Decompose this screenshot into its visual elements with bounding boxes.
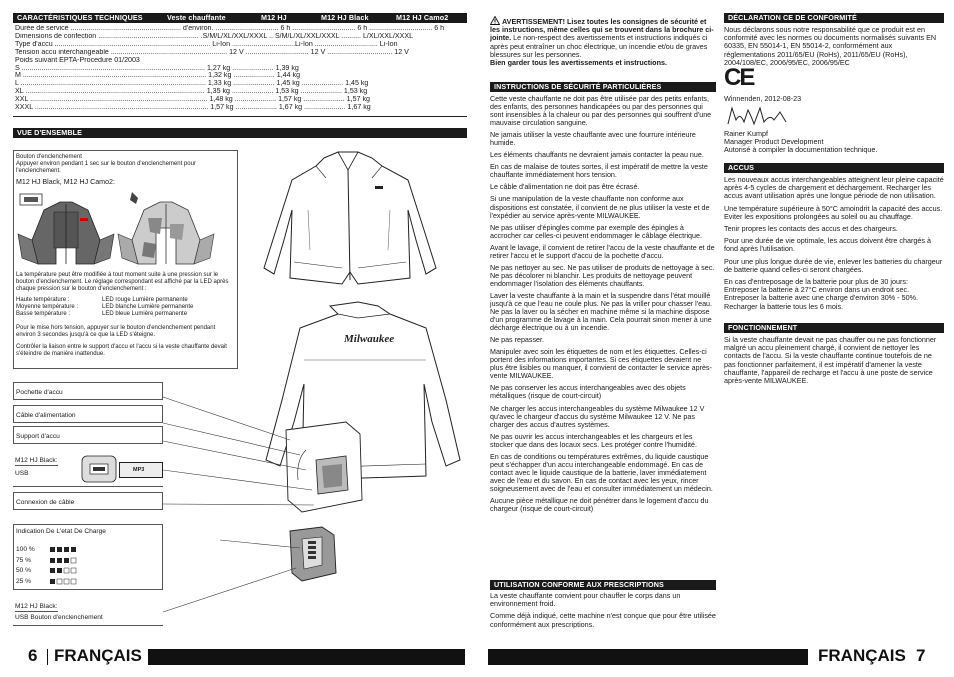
signer-block	[724, 130, 944, 155]
function-text: Si la veste chauffante devait ne pas chauffer ou ne pas fonctionner malgré un accu pleinement chargé, il convient de nettoyer les contacts de l'accu. Si la veste chauffante continue toutefois de ne pas fonctionner parfaitement, il est impératif d'amener la veste chauffante, l'appareil de recharge et l'accu à une poste de service après-vente MILWAUKEE.	[724, 335, 937, 386]
overview-title: VUE D'ENSEMBLE	[17, 128, 83, 137]
ce-place-date: Winnenden, 2012-08-23	[724, 94, 802, 103]
safety-paragraph: Le câble d'alimentation ne doit pas être écrasé.	[490, 183, 640, 192]
signer-role: Manager Product Development	[724, 137, 824, 147]
warning-triangle-icon	[490, 16, 500, 25]
charge-level-25: 25 %	[16, 578, 32, 585]
warning-bold: AVERTISSEMENT! Lisez toutes les consignes de sécurité et les instructions, même celles qui se trouvent dans la brochure ci-jointe.	[490, 17, 714, 43]
accu-paragraph: Les nouveaux accus interchangeables atteignent leur pleine capacité après 4-5 cycles de chargement et déchargement. Recharger les accus avant utilisation après une longue période de non utilisation.	[724, 175, 944, 201]
label-battery-support: Support d'accu	[13, 426, 163, 444]
label-power-cable: Câble d'alimentation	[13, 405, 163, 423]
use-paragraph: Comme déjà indiqué, cette machine n'est conçue que pour être utilisée conformément aux prescriptions.	[490, 611, 716, 629]
safety-header: INSTRUCTIONS DE SÉCURITÉ PARTICULIÈRES	[490, 82, 716, 92]
accu-paragraph: Pour une plus longue durée de vie, enlever les batteries du chargeur de batterie quand celles-ci seront chargées.	[724, 256, 943, 274]
safety-paragraph: Ne pas nettoyer au sec. Ne pas utiliser de produits de nettoyage à sec. Ne pas décolorer ni blanchir. Les produits de nettoyage peuvent endommager l'isolation des éléments chauffants.	[490, 263, 715, 288]
safety-paragraph: Ne jamais utiliser la veste chauffante avec une fourrure intérieure humide.	[490, 131, 696, 148]
temp-level-label: Basse température :	[16, 310, 71, 317]
page-number-left-text: 6	[28, 646, 38, 665]
use-list	[490, 592, 716, 633]
black-model-label: M12 HJ Black:	[15, 603, 58, 610]
safety-paragraph: Laver la veste chauffante à la main et la suspendre dans l'état mouillé jusqu'à ce que l'eau ne coule plus. Ne pas la vriller pour chasser l'eau. Ne pas la laver ou la sécher en machine même si la machine dispose d'un programme de lavage à la main. Cela pourrait sinon mener à une décharge électrique ou à un incendie.	[490, 291, 713, 333]
safety-list	[490, 95, 716, 517]
power-off-text: Pour le mise hors tension, appuyer sur le bouton d'enclenchement pendant environ 3 secondes jusqu'à ce que la LED s'éteigne.	[16, 325, 216, 338]
charge-indicator-box	[13, 524, 163, 590]
safety-paragraph: En cas de malaise de toutes sortes, il est impératif de mettre la veste chauffante immédiatement hors tension.	[490, 163, 708, 180]
accu-paragraph: En cas d'entreposage de la batterie pour plus de 30 jours: Entreposer la batterie à 27°C environ dans un endroit sec. Entreposer la batterie avec une charge d'environ 30% - 50%. Recharger la batterie tous les 6 mois.	[724, 277, 918, 311]
safety-paragraph: Ne pas repasser.	[490, 336, 544, 345]
footer-lang-right: FRANÇAIS	[818, 646, 906, 665]
tech-row: M ............................................................................................. 1,32 kg ..................... 1,44 kg	[15, 72, 301, 80]
ce-header: DÉCLARATION CE DE CONFORMITÉ	[724, 13, 944, 23]
ce-mark-icon: CE	[724, 64, 754, 91]
warning-normal: Le non-respect des avertissements et instructions indiqués ci après peut entraîner un choc électrique, un incendie et/ou de graves blessures sur les personnes.	[490, 33, 708, 59]
tech-row: Type d'accu ............................................................................... Li-Ion ................................Li-Ion ................................ Li-Ion	[15, 40, 398, 48]
temp-level-label: Moyenne température :	[16, 303, 79, 310]
use-header: UTILISATION CONFORME AUX PRESCRIPTIONS	[490, 580, 716, 590]
tech-spec-title: CARACTÉRISTIQUES TECHNIQUES	[17, 13, 143, 22]
charge-level-50: 50 %	[16, 567, 32, 574]
charge-level-100: 100 %	[16, 546, 35, 553]
tech-row: Poids suivant EPTA-Procedure 01/2003	[15, 56, 140, 64]
signature-icon	[724, 104, 794, 128]
tech-col-product: Veste chauffante	[167, 13, 226, 22]
accu-paragraph: Tenir propres les contacts des accus et des chargeurs.	[724, 224, 898, 234]
signer-authorization: Autorisé à compiler la documentation technique.	[724, 145, 878, 155]
mp3-port-icon	[119, 462, 163, 478]
usb-label: USB	[15, 470, 29, 477]
function-header: FONCTIONNEMENT	[724, 323, 944, 333]
safety-paragraph: Ne charger les accus interchangeables du système Milwaukee 12 V qu'avec le chargeur d'accus du système Milwaukee 12 V. Ne pas charger des accus d'autres systèmes.	[490, 404, 705, 429]
usb-model-label: M12 HJ Black:	[15, 457, 58, 464]
tech-row: Durée de service ........................................................ d'environ. ................................ 6 h ................................ 6 h ................................ 6 h	[15, 25, 445, 32]
tech-row: S ............................................................................................. 1,27 kg ..................... 1,39 kg	[15, 64, 299, 72]
power-button-text: Appuyer environ pendant 1 sec sur le bouton d'enclenchement pour l'enclenchement.	[16, 161, 196, 174]
tech-col-camo: M12 HJ Camo2	[396, 13, 449, 22]
power-button-title: Bouton d'enclenchement	[16, 154, 82, 160]
safety-paragraph: Manipuler avec soin les étiquettes de nom et les étiquettes. Celles-ci portent des informations importantes. Si ces étiquettes devaient ne plus être lisibles ou manquer, il convient de contacter le service après-vente MILWAUKEE.	[490, 348, 712, 381]
tech-row: XXXL ........................................................................................ 1,57 kg ..................... 1,67 kg ..................... 1,67 kg	[15, 104, 371, 112]
usb-port-icon	[81, 455, 117, 483]
signer-name: Rainer Kumpf	[724, 129, 768, 138]
temp-level-led: LED blanche Lumière permanente	[102, 303, 194, 310]
ce-text: Nous déclarons sous notre responsabilité que ce produit est en conformité avec les normes ou documents normalisés suivants EN 60335, EN 55014-1, EN 55014-2, conformément aux réglementations 2011/65/EU (RoHs), 2011/65/EU (RoHs), 2004/108/EC, 2006/95/EC, 2006/95/EC	[724, 25, 937, 67]
label-battery-pocket: Pochette d'accu	[13, 382, 163, 400]
accu-header: ACCUS	[724, 163, 944, 173]
charge-bars-icon	[48, 545, 78, 589]
safety-paragraph: Avant le lavage, il convient de retirer l'accu de la veste chauffante et de retirer l'accu et le support d'accu de la pochette d'accu.	[490, 243, 715, 260]
charge-indicator-title: Indication De L'etat De Charge	[16, 528, 106, 535]
temperature-info-text: La température peut être modifiée à tout moment suite à une pression sur le bouton d'enclenchement. Le réglage correspondant est affiché par la LED après chaque pression sur le bouton d'enclenchement :	[16, 272, 229, 292]
safety-paragraph: Si une manipulation de la veste chauffante non conforme aux dispositions est constatée, il convient de ne plus utiliser la veste et de l'expédier au service après-vente MILWAUKEE.	[490, 195, 710, 220]
battery-control-text: Contrôler la liaison entre le support d'accu et l'accu si la veste chauffante devait s'éteindre de manière inattendue.	[16, 344, 227, 357]
safety-paragraph: En cas de conditions ou températures extrêmes, du liquide caustique peut s'échapper d'un accu interchangeable endommagé. En cas de contact avec le liquide caustique de la batterie, laver immédiatement avec de l'eau et du savon. En cas de contact avec les yeux, rincer soigneusement avec de l'eau et consulter immédiatement un médecin.	[490, 452, 713, 493]
temp-level-led: LED bleue Lumière permanente	[102, 310, 188, 317]
page-number-right: 7	[916, 646, 926, 665]
tech-row: Dimensions de confection ................................................... .S/M/L/XL/XXL/XXXL .. S/M/L/XL/XXL/XXXL .......... L/XL/XXL/XXXL	[15, 32, 414, 40]
tech-row: XXL .......................................................................................... 1,48 kg ..................... 1,57 kg ..................... 1,57 kg	[15, 96, 370, 104]
power-button-models: M12 HJ Black, M12 HJ Camo2:	[16, 178, 115, 186]
tech-col-m12hj: M12 HJ	[261, 13, 287, 22]
temp-level-led: LED rouge Lumière permanente	[102, 297, 188, 303]
tech-row: Tension accu interchangeable ........................................................... 12 V ................................ 12 V ................................. 12 V	[15, 48, 409, 56]
safety-paragraph: Aucune pièce métallique ne doit pénétrer dans le logement d'accu du chargeur (risque de court-circuit)	[490, 496, 709, 514]
accu-list	[724, 176, 944, 315]
usb-button-label: USB Bouton d'enclenchement	[15, 614, 103, 621]
mp3-label: MP3	[133, 467, 145, 473]
label-cable-connection: Connexion de câble	[13, 492, 163, 510]
safety-paragraph: Ne pas utiliser d'épingles comme par exemple des épingles à accrocher car celles-ci peuvent endommager le câblage électrique.	[490, 223, 702, 240]
safety-paragraph: Les éléments chauffants ne devraient jamais contacter la peau nue.	[490, 151, 704, 160]
footer-lang-left: FRANÇAIS	[48, 647, 148, 665]
safety-paragraph: Cette veste chauffante ne doit pas être utilisée par des petits enfants, des enfants, des personnes handicapées ou par des personnes qui sont insensibles à la chaleur ou par des personnes qui souffrent d'une mauvaise circulation sanguine.	[490, 95, 712, 128]
safety-paragraph: Ne pas ouvrir les accus interchangeables et les chargeurs et les stocker que dans des locaux secs. Les protéger contre l'humidité.	[490, 432, 697, 449]
jacket-logo: Milwaukee	[344, 333, 395, 345]
charge-level-75: 75 %	[16, 557, 32, 564]
tech-row: L .............................................................................................. 1,33 kg ..................... 1,45 kg ..................... 1,45 kg	[15, 80, 369, 88]
usb-button-box	[13, 600, 163, 626]
temp-level-label: Haute température :	[16, 297, 70, 303]
tech-row: XL ........................................................................................... 1,35 kg ..................... 1,53 kg ..................... 1,53 kg	[15, 88, 368, 96]
warning-block	[490, 16, 716, 67]
safety-paragraph: Ne pas conserver les accus interchangeables avec des objets métalliques (risque de court-circuit)	[490, 384, 686, 401]
accu-paragraph: Une température supérieure à 50°C amoindrit la capacité des accus. Eviter les expositions prolongées au soleil ou au chauffage.	[724, 203, 943, 221]
tech-col-black: M12 HJ Black	[321, 13, 369, 22]
warning-keep: Bien garder tous les avertissements et instructions.	[490, 58, 667, 68]
usb-box	[13, 452, 163, 487]
accu-paragraph: Pour une durée de vie optimale, les accus doivent être chargés à fond après l'utilisation.	[724, 236, 931, 254]
use-paragraph: La veste chauffante convient pour chauffer le corps dans un environnement froid.	[490, 591, 681, 609]
